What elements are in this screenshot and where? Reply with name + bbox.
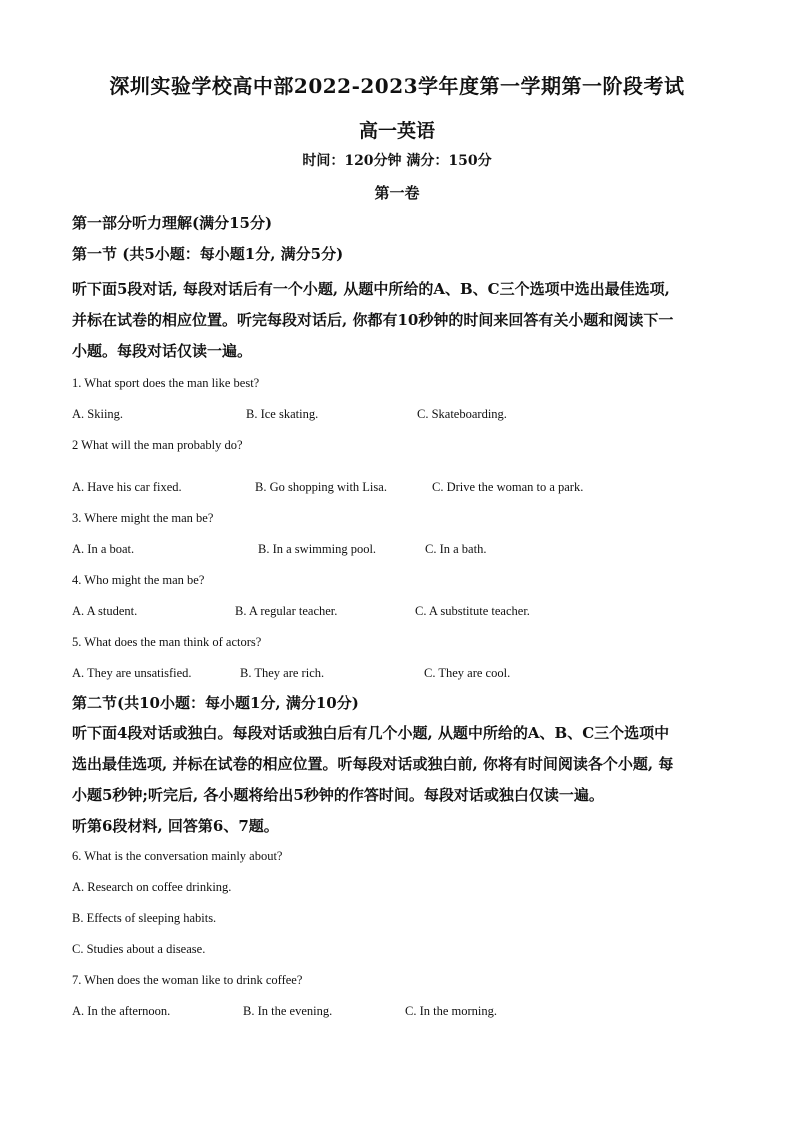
exam-title: 深圳实验学校高中部2022-2023学年度第一学期第一阶段考试 xyxy=(109,74,685,98)
question-stem: 2 What will the man probably do? xyxy=(72,438,243,452)
part1-heading: 第一部分听力理解(满分15分) xyxy=(72,214,273,232)
question-stem: 3. Where might the man be? xyxy=(72,511,214,525)
question-stem: 1. What sport does the man like best? xyxy=(72,376,260,390)
section1-instructions xyxy=(72,274,726,367)
question-options xyxy=(72,479,726,496)
option-a: A. A student. xyxy=(72,604,138,618)
section1-heading: 第一节 (共5小题：每小题1分, 满分5分) xyxy=(72,245,344,263)
question-stem: 7. When does the woman like to drink coffee? xyxy=(72,973,303,987)
question-options xyxy=(72,603,726,620)
instruction-line: 选出最佳选项, 并标在试卷的相应位置。听每段对话或独白前, 你将有时间阅读各个小题, 每 xyxy=(72,755,674,773)
option-a: A. Have his car fixed. xyxy=(72,480,182,494)
question-stem: 5. What does the man think of actors? xyxy=(72,635,262,649)
instruction-line: 听下面4段对话或独白。每段对话或独白后有几个小题, 从题中所给的A、B、C三个选项中 xyxy=(72,724,670,742)
question-options xyxy=(72,665,726,682)
question-stem: 4. Who might the man be? xyxy=(72,573,205,587)
section2-instructions xyxy=(72,718,726,811)
option-a: A. In a boat. xyxy=(72,542,135,556)
material-intro: 听第6段材料, 回答第6、7题。 xyxy=(72,817,279,835)
option-c: C. In a bath. xyxy=(425,542,487,556)
option-c: C. A substitute teacher. xyxy=(415,604,530,618)
option-c: C. They are cool. xyxy=(424,666,511,680)
option-b: B. A regular teacher. xyxy=(235,604,338,618)
option-b: B. Effects of sleeping habits. xyxy=(72,911,217,925)
option-c: C. Skateboarding. xyxy=(417,407,507,421)
instruction-line: 小题5秒钟;听完后, 各小题将给出5秒钟的作答时间。每段对话或独白仅读一遍。 xyxy=(72,786,604,804)
option-a: A. In the afternoon. xyxy=(72,1004,171,1018)
option-c: C. Studies about a disease. xyxy=(72,942,206,956)
exam-meta: 时间：120分钟 满分：150分 xyxy=(302,153,492,169)
question-options xyxy=(72,1003,726,1020)
option-a: A. They are unsatisfied. xyxy=(72,666,192,680)
option-b: B. In the evening. xyxy=(243,1004,333,1018)
option-b: B. Go shopping with Lisa. xyxy=(255,480,387,494)
question-stem: 6. What is the conversation mainly about? xyxy=(72,849,283,863)
instruction-line: 小题。每段对话仅读一遍。 xyxy=(72,342,253,360)
instruction-line: 并标在试卷的相应位置。听完每段对话后, 你都有10秒钟的时间来回答有关小题和阅读下一 xyxy=(72,311,674,329)
question-options xyxy=(72,541,726,558)
volume-label: 第一卷 xyxy=(374,184,420,202)
option-a: A. Skiing. xyxy=(72,407,124,421)
instruction-line: 听下面5段对话, 每段对话后有一个小题, 从题中所给的A、B、C三个选项中选出最佳选项, xyxy=(72,280,670,298)
option-b: B. They are rich. xyxy=(240,666,325,680)
exam-content xyxy=(72,212,726,1034)
subject-title: 高一英语 xyxy=(358,120,435,142)
option-c: C. Drive the woman to a park. xyxy=(432,480,584,494)
option-a: A. Research on coffee drinking. xyxy=(72,880,232,894)
option-b: B. Ice skating. xyxy=(246,407,319,421)
question-options xyxy=(72,406,726,423)
option-b: B. In a swimming pool. xyxy=(258,542,377,556)
section2-heading: 第二节(共10小题：每小题1分, 满分10分) xyxy=(72,694,359,712)
option-c: C. In the morning. xyxy=(405,1004,498,1018)
